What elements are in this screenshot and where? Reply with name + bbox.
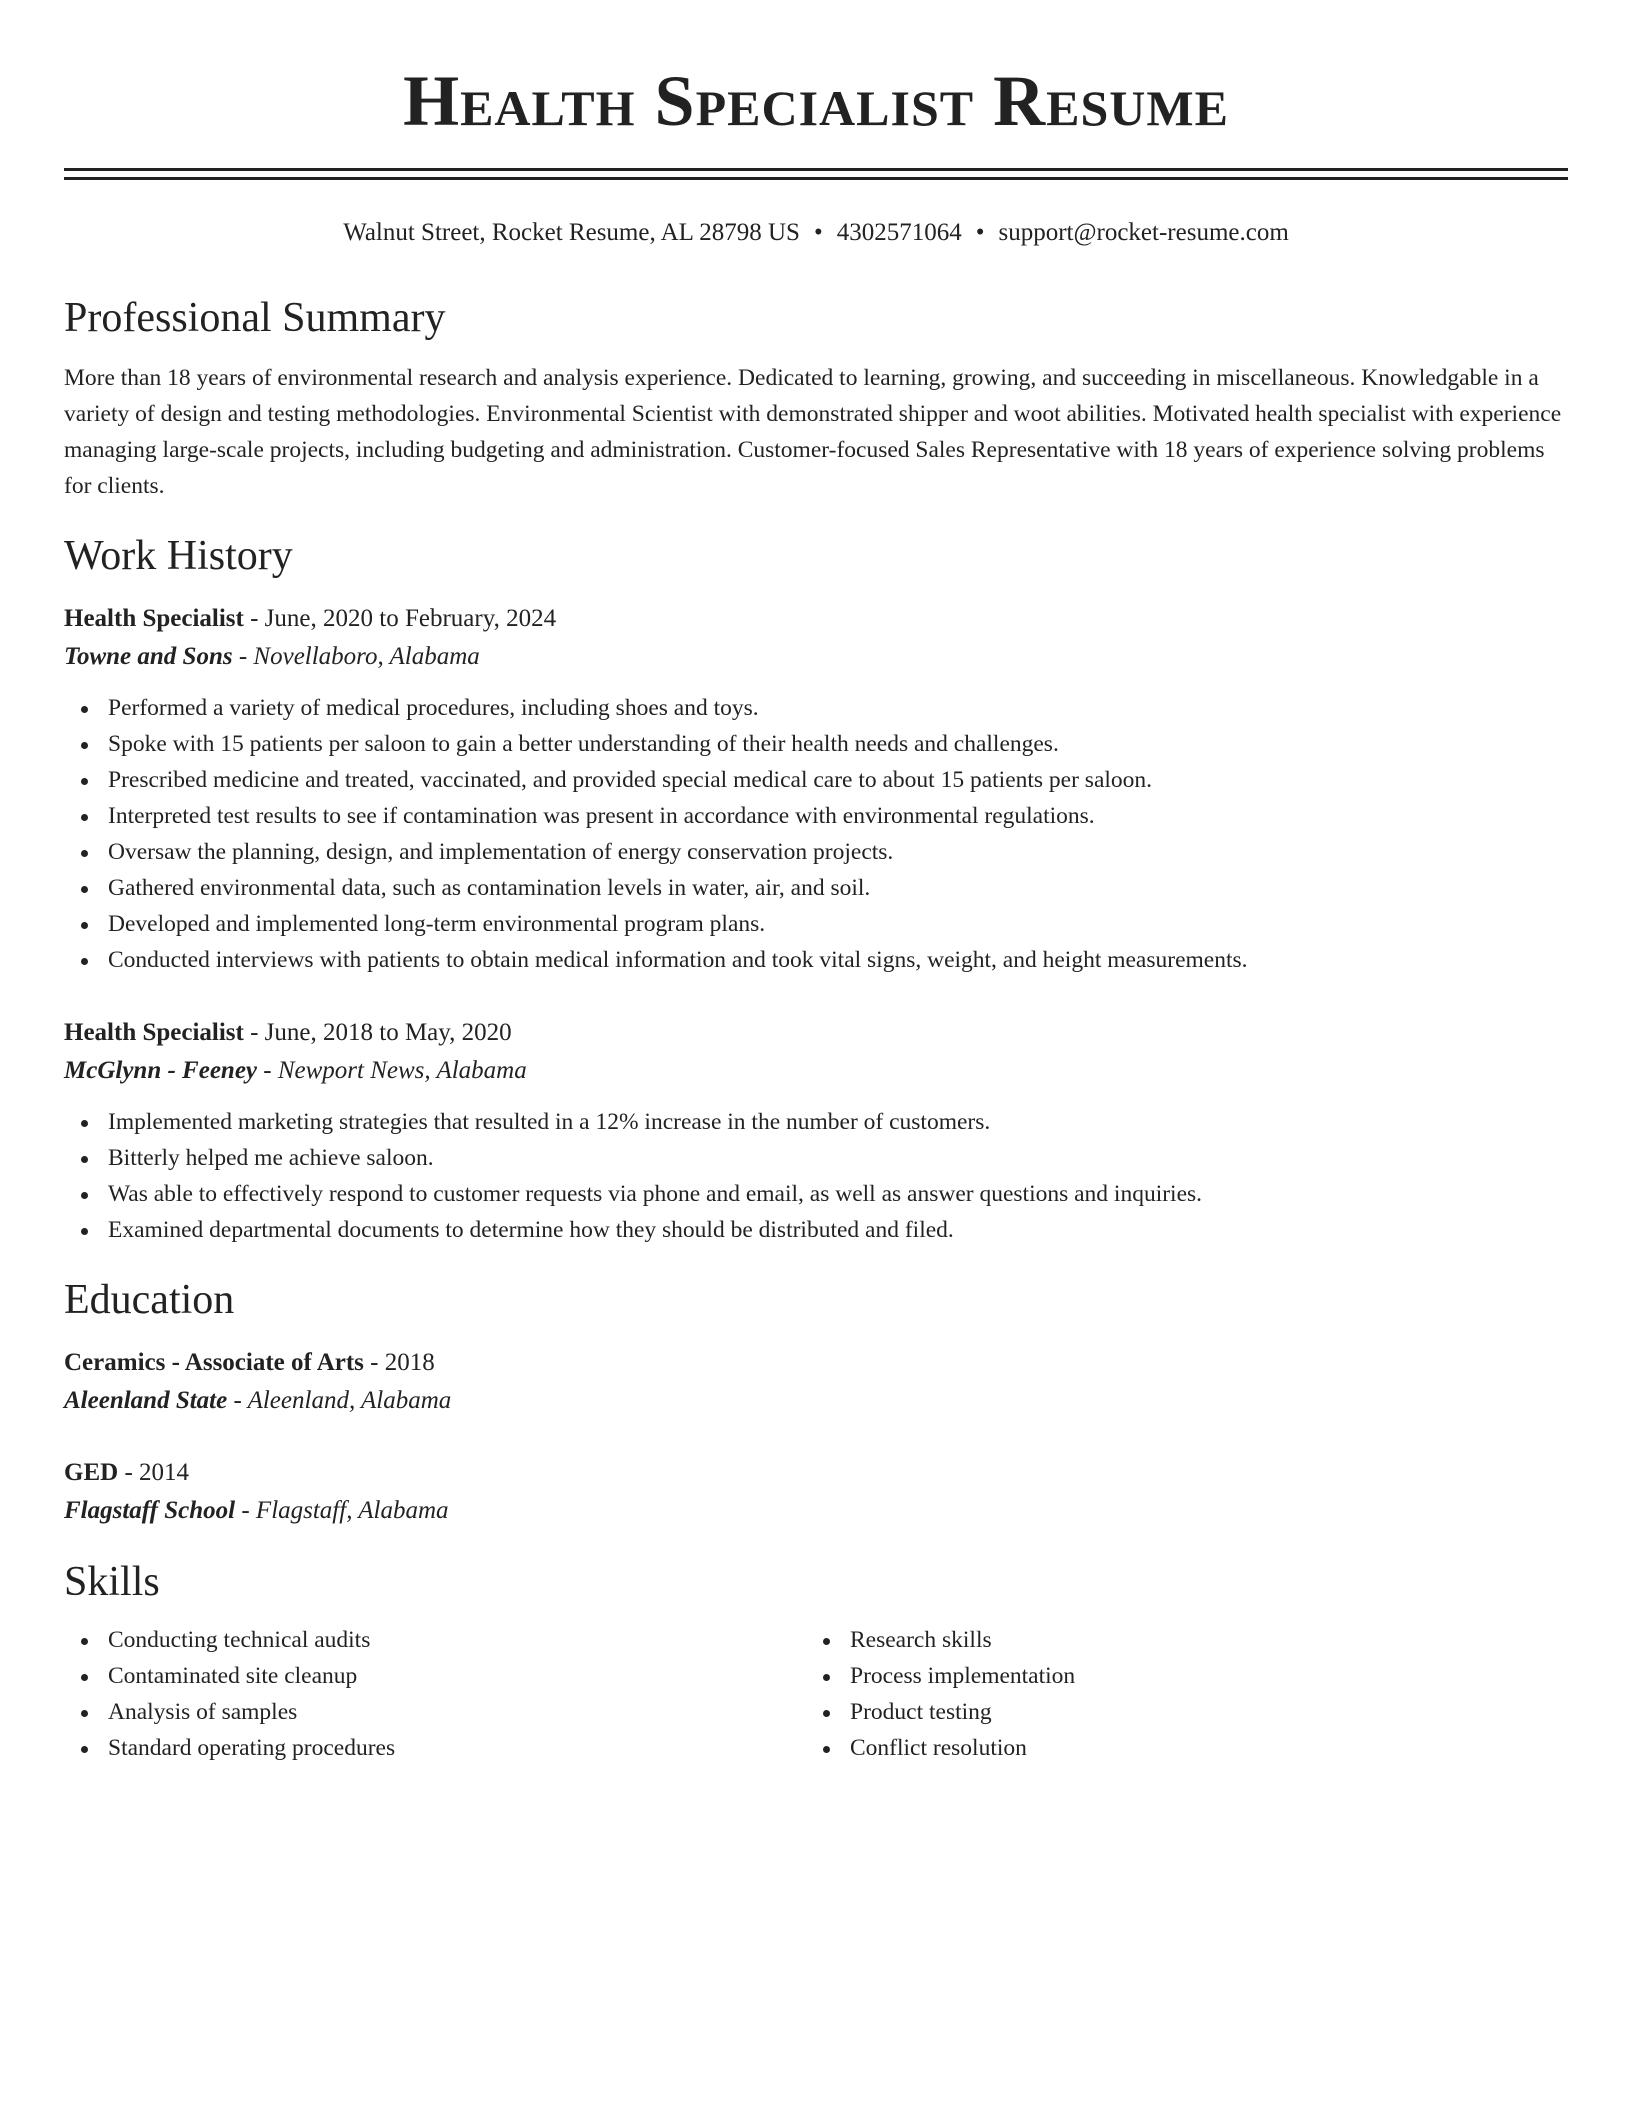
- skills-list-left: [64, 1622, 806, 1766]
- job-employer: [64, 638, 1568, 676]
- list-item: Interpreted test results to see if contamination was present in accordance with environmental regulations.: [64, 798, 1568, 834]
- list-item: Contaminated site cleanup: [64, 1658, 806, 1694]
- education-school: Aleenland State: [64, 1387, 228, 1414]
- contact-phone: 4302571064: [836, 219, 962, 246]
- summary-text: More than 18 years of environmental research and analysis experience. Dedicated to learning, growing, and succeeding in miscellaneous. Knowledgable in a variety of design and testing methodologies. Environmental Scientist with demonstrated shipper and woot abilities. Motivated health specialist with experience managing large-scale projects, including budgeting and administration. Customer-focused Sales Representative with 18 years of experience solving problems for clients.: [64, 365, 1562, 499]
- contact-address: Walnut Street, Rocket Resume, AL 28798 US: [343, 219, 800, 246]
- list-item: Analysis of samples: [64, 1694, 806, 1730]
- job-employer: [64, 1052, 1568, 1090]
- job-title: Health Specialist: [64, 1019, 244, 1046]
- list-item: Process implementation: [806, 1658, 1548, 1694]
- list-item: Examined departmental documents to determine how they should be distributed and filed.: [64, 1212, 1568, 1248]
- list-item: Research skills: [806, 1622, 1548, 1658]
- job-dates: - June, 2018 to May, 2020: [243, 1019, 512, 1046]
- resume-title: Health Specialist Resume: [403, 61, 1229, 141]
- list-item: Developed and implemented long-term environmental program plans.: [64, 906, 1568, 942]
- education-location: - Aleenland, Alabama: [227, 1387, 452, 1414]
- list-item: Prescribed medicine and treated, vaccinated, and provided special medical care to about 15 patients per saloon.: [64, 762, 1568, 798]
- education-school: Flagstaff School: [64, 1497, 236, 1524]
- job-header: [64, 1014, 1568, 1052]
- list-item: Conducting technical audits: [64, 1622, 806, 1658]
- education-location: - Flagstaff, Alabama: [235, 1497, 449, 1524]
- education-entry: [64, 1344, 1568, 1420]
- job-entry: [64, 1014, 1568, 1248]
- list-item: Bitterly helped me achieve saloon.: [64, 1140, 1568, 1176]
- header-divider-top: [64, 168, 1568, 171]
- contact-line: [64, 216, 1568, 250]
- education-degree-line: [64, 1454, 1568, 1492]
- summary-heading: Professional Summary: [64, 295, 446, 341]
- contact-email: support@rocket-resume.com: [998, 219, 1289, 246]
- skills-heading: Skills: [64, 1559, 160, 1605]
- education-degree-line: [64, 1344, 1568, 1382]
- job-header: [64, 600, 1568, 638]
- job-location: - Newport News, Alabama: [257, 1057, 527, 1084]
- list-item: Spoke with 15 patients per saloon to gain a better understanding of their health needs and challenges.: [64, 726, 1568, 762]
- education-year: - 2018: [363, 1349, 435, 1376]
- education-heading: Education: [64, 1277, 235, 1323]
- work-history-heading: Work History: [64, 533, 293, 579]
- list-item: Implemented marketing strategies that resulted in a 12% increase in the number of customers.: [64, 1104, 1568, 1140]
- job-dates: - June, 2020 to February, 2024: [243, 605, 557, 632]
- list-item: Product testing: [806, 1694, 1548, 1730]
- job-company: Towne and Sons: [64, 643, 233, 670]
- education-year: - 2014: [118, 1459, 190, 1486]
- list-item: Conducted interviews with patients to obtain medical information and took vital signs, weight, and height measurements.: [64, 942, 1568, 978]
- list-item: Conflict resolution: [806, 1730, 1548, 1766]
- job-bullets: [64, 1104, 1568, 1248]
- job-location: - Novellaboro, Alabama: [232, 643, 480, 670]
- education-entry: [64, 1454, 1568, 1530]
- list-item: Oversaw the planning, design, and implementation of energy conservation projects.: [64, 834, 1568, 870]
- education-degree: GED: [64, 1459, 119, 1486]
- list-item: Standard operating procedures: [64, 1730, 806, 1766]
- contact-separator: •: [975, 219, 985, 246]
- header-divider-bottom: [64, 177, 1568, 180]
- job-company: McGlynn - Feeney: [64, 1057, 258, 1084]
- job-entry: [64, 600, 1568, 978]
- job-title: Health Specialist: [64, 605, 244, 632]
- list-item: Gathered environmental data, such as contamination levels in water, air, and soil.: [64, 870, 1568, 906]
- list-item: Was able to effectively respond to customer requests via phone and email, as well as answer questions and inquiries.: [64, 1176, 1568, 1212]
- education-degree: Ceramics - Associate of Arts: [64, 1349, 364, 1376]
- skills-grid: [64, 1622, 1568, 1766]
- job-bullets: [64, 690, 1568, 978]
- skills-list-right: [806, 1622, 1548, 1766]
- education-school-line: [64, 1492, 1568, 1530]
- list-item: Performed a variety of medical procedures, including shoes and toys.: [64, 690, 1568, 726]
- contact-separator: •: [813, 219, 823, 246]
- education-school-line: [64, 1382, 1568, 1420]
